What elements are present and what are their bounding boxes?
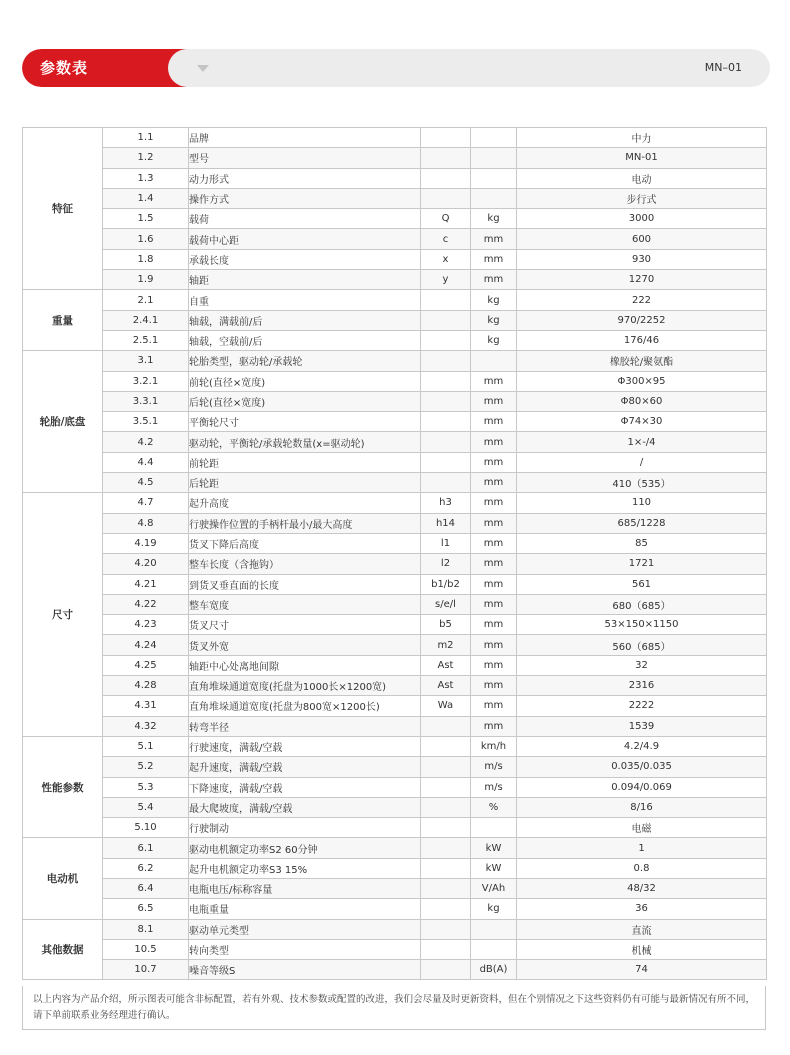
param-value: 560（685） [517, 635, 767, 655]
param-name: 自重 [189, 290, 421, 310]
table-row [23, 188, 767, 208]
param-value: 中力 [517, 128, 767, 148]
row-code: 4.21 [103, 574, 189, 594]
table-row [23, 635, 767, 655]
param-symbol: m2 [421, 635, 471, 655]
table-row [23, 777, 767, 797]
param-name: 噪音等级S [189, 960, 421, 980]
param-unit [471, 818, 517, 838]
param-symbol: b1/b2 [421, 574, 471, 594]
param-symbol: y [421, 270, 471, 290]
param-unit: kg [471, 290, 517, 310]
param-value: 930 [517, 249, 767, 269]
param-name: 载荷中心距 [189, 229, 421, 249]
param-value: 110 [517, 493, 767, 513]
table-row [23, 878, 767, 898]
param-unit: mm [471, 432, 517, 452]
param-symbol [421, 716, 471, 736]
param-value: 970/2252 [517, 310, 767, 330]
row-code: 6.4 [103, 878, 189, 898]
row-code: 6.2 [103, 858, 189, 878]
param-name: 下降速度，满载/空载 [189, 777, 421, 797]
param-symbol [421, 757, 471, 777]
param-value: 橡胶轮/聚氨酯 [517, 351, 767, 371]
param-name: 轴距 [189, 270, 421, 290]
param-value: 48/32 [517, 878, 767, 898]
param-value: 电磁 [517, 818, 767, 838]
param-symbol [421, 290, 471, 310]
param-value: 1270 [517, 270, 767, 290]
param-value: 2222 [517, 696, 767, 716]
param-name: 直角堆垛通道宽度(托盘为1000长×1200宽) [189, 676, 421, 696]
param-name: 电瓶重量 [189, 899, 421, 919]
param-symbol [421, 797, 471, 817]
param-symbol: c [421, 229, 471, 249]
row-code: 4.5 [103, 473, 189, 493]
param-unit: mm [471, 594, 517, 614]
param-name: 轴距中心处离地间隙 [189, 655, 421, 675]
row-code: 4.19 [103, 533, 189, 553]
chevron-down-icon [197, 65, 209, 72]
param-name: 货叉外宽 [189, 635, 421, 655]
param-value: 0.8 [517, 858, 767, 878]
param-name: 轴载，满载前/后 [189, 310, 421, 330]
param-value: 4.2/4.9 [517, 736, 767, 756]
param-value: 410（535） [517, 473, 767, 493]
param-unit: mm [471, 655, 517, 675]
param-value: 步行式 [517, 188, 767, 208]
table-row [23, 513, 767, 533]
row-code: 10.5 [103, 939, 189, 959]
param-name: 货叉下降后高度 [189, 533, 421, 553]
param-unit: mm [471, 249, 517, 269]
param-name: 前轮(直径×宽度) [189, 371, 421, 391]
row-code: 1.3 [103, 168, 189, 188]
param-unit [471, 939, 517, 959]
param-value: 2316 [517, 676, 767, 696]
param-value: 74 [517, 960, 767, 980]
model-label: MN–01 [704, 61, 742, 74]
param-symbol [421, 838, 471, 858]
param-name: 平衡轮尺寸 [189, 412, 421, 432]
table-row [23, 757, 767, 777]
param-unit [471, 168, 517, 188]
table-row [23, 493, 767, 513]
param-unit: mm [471, 533, 517, 553]
param-symbol [421, 168, 471, 188]
table-row [23, 838, 767, 858]
param-symbol [421, 777, 471, 797]
param-name: 操作方式 [189, 188, 421, 208]
param-name: 行驶制动 [189, 818, 421, 838]
row-code: 3.2.1 [103, 371, 189, 391]
category-label: 轮胎/底盘 [23, 351, 103, 493]
table-row [23, 209, 767, 229]
category-label: 特征 [23, 128, 103, 290]
param-name: 驱动单元类型 [189, 919, 421, 939]
param-symbol: h14 [421, 513, 471, 533]
param-name: 整车宽度 [189, 594, 421, 614]
param-value: 机械 [517, 939, 767, 959]
row-code: 8.1 [103, 919, 189, 939]
table-row [23, 797, 767, 817]
param-name: 起升速度，满载/空载 [189, 757, 421, 777]
param-value: 1721 [517, 554, 767, 574]
param-unit: mm [471, 229, 517, 249]
param-unit: dB(A) [471, 960, 517, 980]
table-row [23, 676, 767, 696]
row-code: 4.31 [103, 696, 189, 716]
param-unit: mm [471, 696, 517, 716]
param-unit: mm [471, 412, 517, 432]
row-code: 10.7 [103, 960, 189, 980]
param-name: 转弯半径 [189, 716, 421, 736]
table-row [23, 148, 767, 168]
row-code: 3.5.1 [103, 412, 189, 432]
param-symbol: Ast [421, 676, 471, 696]
param-unit: % [471, 797, 517, 817]
param-unit: mm [471, 574, 517, 594]
table-row [23, 696, 767, 716]
table-row [23, 290, 767, 310]
param-symbol [421, 878, 471, 898]
param-name: 起升电机额定功率S3 15% [189, 858, 421, 878]
param-name: 整车长度（含拖钩） [189, 554, 421, 574]
param-symbol [421, 960, 471, 980]
param-unit: mm [471, 493, 517, 513]
table-row [23, 736, 767, 756]
param-symbol: b5 [421, 615, 471, 635]
param-value: 36 [517, 899, 767, 919]
param-symbol [421, 939, 471, 959]
param-value: 222 [517, 290, 767, 310]
row-code: 4.25 [103, 655, 189, 675]
param-value: 1539 [517, 716, 767, 736]
param-value: 53×150×1150 [517, 615, 767, 635]
param-name: 货叉尺寸 [189, 615, 421, 635]
row-code: 2.5.1 [103, 330, 189, 350]
param-symbol: Q [421, 209, 471, 229]
table-row [23, 229, 767, 249]
param-name: 品牌 [189, 128, 421, 148]
param-value: 85 [517, 533, 767, 553]
param-value: 直流 [517, 919, 767, 939]
table-row [23, 310, 767, 330]
table-row [23, 716, 767, 736]
param-value: 3000 [517, 209, 767, 229]
param-name: 起升高度 [189, 493, 421, 513]
param-symbol [421, 310, 471, 330]
row-code: 4.22 [103, 594, 189, 614]
row-code: 2.4.1 [103, 310, 189, 330]
table-row [23, 412, 767, 432]
row-code: 6.5 [103, 899, 189, 919]
param-name: 直角堆垛通道宽度(托盘为800宽×1200长) [189, 696, 421, 716]
param-symbol: Wa [421, 696, 471, 716]
row-code: 3.1 [103, 351, 189, 371]
param-unit: mm [471, 554, 517, 574]
table-row [23, 270, 767, 290]
table-row [23, 128, 767, 148]
param-name: 到货叉垂直面的长度 [189, 574, 421, 594]
row-code: 1.2 [103, 148, 189, 168]
param-symbol [421, 148, 471, 168]
param-unit [471, 351, 517, 371]
header-bar [168, 49, 288, 87]
table-row [23, 432, 767, 452]
row-code: 4.32 [103, 716, 189, 736]
param-unit: mm [471, 513, 517, 533]
row-code: 5.4 [103, 797, 189, 817]
table-row [23, 655, 767, 675]
param-name: 载荷 [189, 209, 421, 229]
table-row [23, 391, 767, 411]
param-value: 1×-/4 [517, 432, 767, 452]
row-code: 4.24 [103, 635, 189, 655]
param-name: 后轮距 [189, 473, 421, 493]
param-symbol [421, 736, 471, 756]
row-code: 5.1 [103, 736, 189, 756]
table-row [23, 249, 767, 269]
section-header [22, 49, 770, 87]
category-label: 尺寸 [23, 493, 103, 737]
row-code: 4.2 [103, 432, 189, 452]
param-unit: mm [471, 270, 517, 290]
param-name: 驱动轮，平衡轮/承载轮数量(x=驱动轮) [189, 432, 421, 452]
param-value: Φ74×30 [517, 412, 767, 432]
param-name: 轴载，空载前/后 [189, 330, 421, 350]
table-row [23, 960, 767, 980]
row-code: 4.23 [103, 615, 189, 635]
param-symbol [421, 452, 471, 472]
param-value: 600 [517, 229, 767, 249]
param-symbol: s/e/l [421, 594, 471, 614]
table-row [23, 554, 767, 574]
param-unit [471, 148, 517, 168]
table-row [23, 452, 767, 472]
table-row [23, 899, 767, 919]
row-code: 1.1 [103, 128, 189, 148]
param-name: 型号 [189, 148, 421, 168]
table-row [23, 330, 767, 350]
table-row [23, 594, 767, 614]
param-unit: kg [471, 310, 517, 330]
param-symbol [421, 473, 471, 493]
row-code: 5.3 [103, 777, 189, 797]
param-value: 176/46 [517, 330, 767, 350]
param-unit: mm [471, 473, 517, 493]
param-unit: mm [471, 615, 517, 635]
row-code: 6.1 [103, 838, 189, 858]
param-unit: kg [471, 209, 517, 229]
param-value: 561 [517, 574, 767, 594]
param-value: 1 [517, 838, 767, 858]
param-symbol [421, 412, 471, 432]
param-value: 0.094/0.069 [517, 777, 767, 797]
row-code: 1.9 [103, 270, 189, 290]
param-unit [471, 919, 517, 939]
param-value: 8/16 [517, 797, 767, 817]
param-symbol [421, 818, 471, 838]
table-row [23, 858, 767, 878]
param-name: 动力形式 [189, 168, 421, 188]
param-name: 承载长度 [189, 249, 421, 269]
table-row [23, 818, 767, 838]
param-symbol [421, 330, 471, 350]
param-unit: mm [471, 452, 517, 472]
param-unit: mm [471, 371, 517, 391]
param-name: 轮胎类型，驱动轮/承载轮 [189, 351, 421, 371]
param-value: Φ300×95 [517, 371, 767, 391]
row-code: 1.8 [103, 249, 189, 269]
row-code: 1.6 [103, 229, 189, 249]
param-name: 前轮距 [189, 452, 421, 472]
param-symbol: l2 [421, 554, 471, 574]
row-code: 4.7 [103, 493, 189, 513]
table-row [23, 351, 767, 371]
param-symbol: x [421, 249, 471, 269]
param-unit [471, 128, 517, 148]
param-unit: mm [471, 676, 517, 696]
param-value: / [517, 452, 767, 472]
param-symbol [421, 128, 471, 148]
param-unit: kW [471, 858, 517, 878]
row-code: 1.5 [103, 209, 189, 229]
param-name: 转向类型 [189, 939, 421, 959]
param-unit: m/s [471, 757, 517, 777]
param-name: 行驶操作位置的手柄杆最小/最大高度 [189, 513, 421, 533]
row-code: 4.28 [103, 676, 189, 696]
param-symbol [421, 351, 471, 371]
table-row [23, 919, 767, 939]
param-unit: kg [471, 330, 517, 350]
param-symbol [421, 858, 471, 878]
row-code: 5.2 [103, 757, 189, 777]
param-symbol: Ast [421, 655, 471, 675]
spec-table [22, 127, 767, 980]
param-name: 驱动电机额定功率S2 60分钟 [189, 838, 421, 858]
param-symbol [421, 371, 471, 391]
param-name: 后轮(直径×宽度) [189, 391, 421, 411]
table-row [23, 615, 767, 635]
section-title: 参数表 [40, 59, 89, 77]
row-code: 5.10 [103, 818, 189, 838]
footnote: 以上内容为产品介绍，所示图表可能含非标配置，若有外观、技术参数或配置的改进，我们会尽量及时更新资料，但在个别情况之下这些资料仍有可能与最新情况有所不同，请下单前联系业务经理进行确认。 [22, 986, 766, 1030]
param-value: 0.035/0.035 [517, 757, 767, 777]
param-symbol [421, 188, 471, 208]
param-unit: mm [471, 716, 517, 736]
param-symbol: h3 [421, 493, 471, 513]
table-row [23, 939, 767, 959]
param-unit: km/h [471, 736, 517, 756]
param-unit: mm [471, 391, 517, 411]
row-code: 4.4 [103, 452, 189, 472]
table-row [23, 533, 767, 553]
param-value: 685/1228 [517, 513, 767, 533]
row-code: 4.8 [103, 513, 189, 533]
param-symbol [421, 432, 471, 452]
param-unit [471, 188, 517, 208]
row-code: 1.4 [103, 188, 189, 208]
row-code: 2.1 [103, 290, 189, 310]
param-symbol [421, 919, 471, 939]
param-symbol [421, 899, 471, 919]
param-value: 32 [517, 655, 767, 675]
param-value: 680（685） [517, 594, 767, 614]
param-name: 电瓶电压/标称容量 [189, 878, 421, 898]
param-symbol: l1 [421, 533, 471, 553]
param-name: 行驶速度，满载/空载 [189, 736, 421, 756]
param-unit: kW [471, 838, 517, 858]
table-row [23, 371, 767, 391]
param-unit: kg [471, 899, 517, 919]
param-name: 最大爬坡度，满载/空载 [189, 797, 421, 817]
param-unit: mm [471, 635, 517, 655]
category-label: 电动机 [23, 838, 103, 919]
row-code: 3.3.1 [103, 391, 189, 411]
table-row [23, 168, 767, 188]
table-row [23, 574, 767, 594]
row-code: 4.20 [103, 554, 189, 574]
category-label: 其他数据 [23, 919, 103, 980]
table-row [23, 473, 767, 493]
category-label: 重量 [23, 290, 103, 351]
param-value: MN-01 [517, 148, 767, 168]
param-value: Φ80×60 [517, 391, 767, 411]
param-value: 电动 [517, 168, 767, 188]
param-unit: m/s [471, 777, 517, 797]
param-unit: V/Ah [471, 878, 517, 898]
spec-table-body [23, 128, 767, 980]
category-label: 性能参数 [23, 736, 103, 837]
param-symbol [421, 391, 471, 411]
